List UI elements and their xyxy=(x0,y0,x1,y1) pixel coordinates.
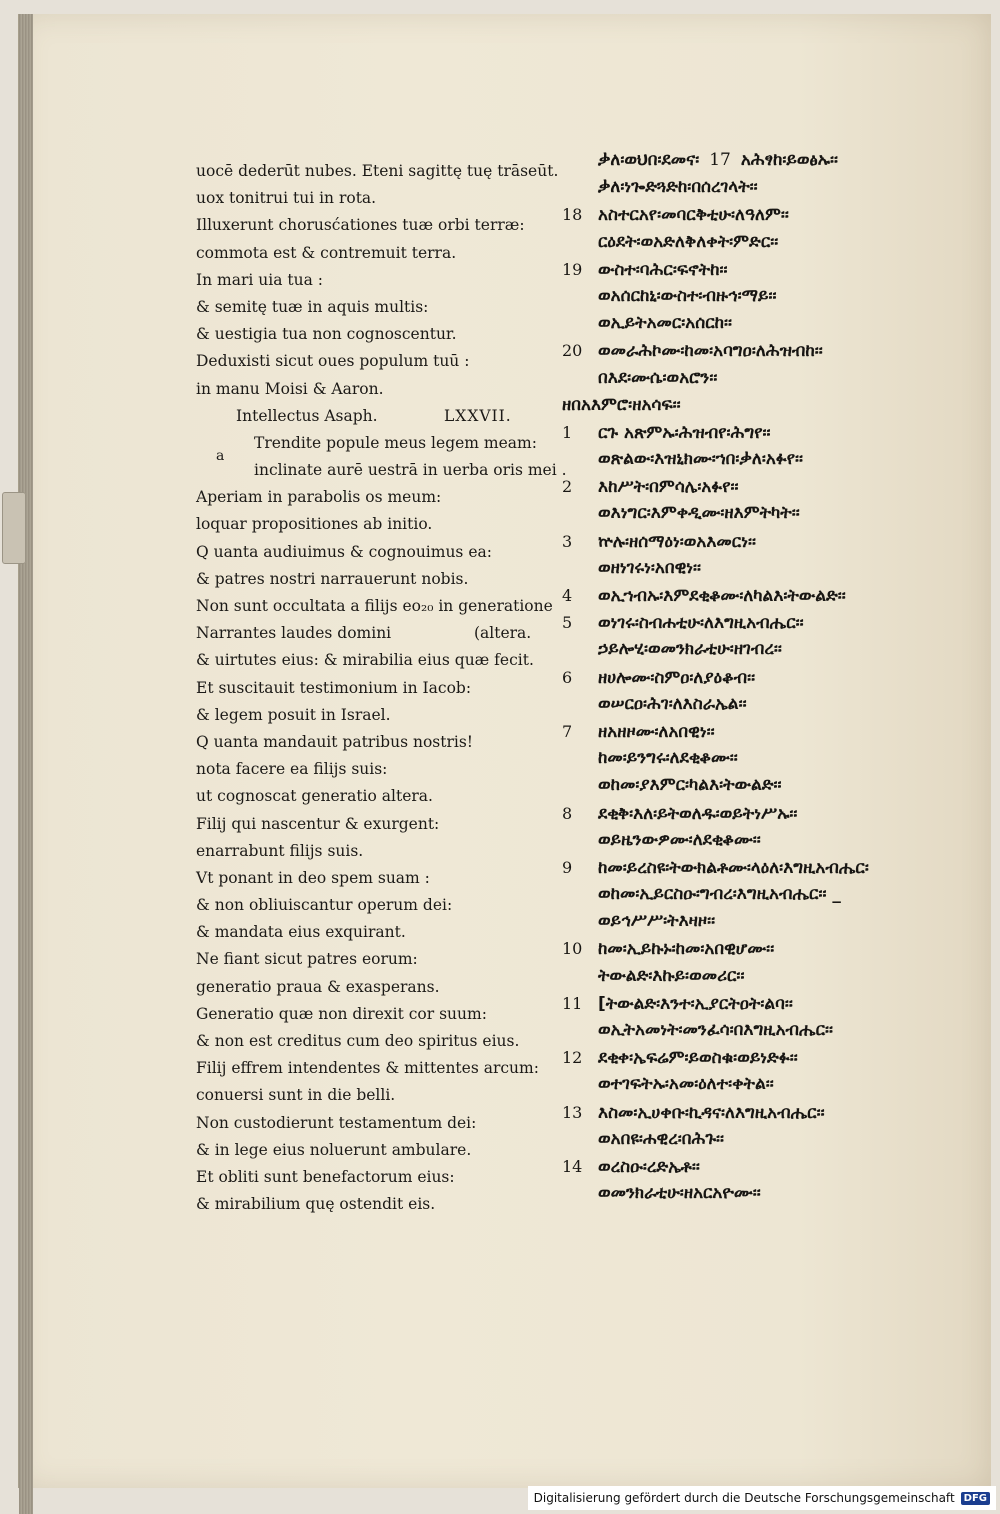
latin-line-text: Non sunt occultata a filijs eo₂₀ in generatione xyxy=(196,597,553,615)
geez-line-text: ወአሰርከኒ፡ውስተ፡ብዙኅ፡ማይ፡፡ xyxy=(598,285,777,306)
geez-line xyxy=(562,1180,992,1207)
verse-number: 17 xyxy=(709,150,731,170)
geez-line-text: ወከመ፡ኢይርስዑ፡ግብረ፡እግዚአብሔር፡፡ _ xyxy=(598,884,841,905)
verse-number: 19 xyxy=(562,259,583,279)
geez-line xyxy=(562,772,992,799)
latin-line-text: Vt ponant in deo spem suam : xyxy=(196,868,430,887)
latin-line-text: & mirabilium quę ostendit eis. xyxy=(196,1195,436,1214)
geez-line xyxy=(562,827,992,854)
geez-line xyxy=(562,528,992,555)
geez-line-text: ወይኅሥሥ፡ትእዛዞ፡፡ xyxy=(598,911,716,932)
latin-line-text: commota est & contremuit terra. xyxy=(196,243,457,262)
margin-altera: (altera. xyxy=(474,624,532,643)
latin-line-text: uocē dederūt nubes. Eteni sagittę tuę trāseūt. xyxy=(196,162,559,180)
latin-line xyxy=(196,838,546,865)
verse-number: 20 xyxy=(562,341,583,361)
geez-line xyxy=(562,1044,992,1071)
geez-line xyxy=(562,745,992,772)
latin-line xyxy=(196,974,546,1001)
geez-line-text: ወከመ፡ያእምር፡ካልእ፡ትውልድ፡፡ xyxy=(598,775,782,796)
latin-line xyxy=(196,212,546,239)
latin-line-text: Intellectus Asaph. xyxy=(236,406,378,425)
geez-line-text: ወመንክራቲሁ፡ዘአርአዮሙ፡፡ xyxy=(598,1183,761,1204)
latin-line xyxy=(196,892,546,919)
latin-line xyxy=(196,647,546,674)
latin-line xyxy=(196,267,546,294)
latin-line-text: Non custodierunt testamentum dei: xyxy=(196,1113,477,1132)
latin-line xyxy=(196,946,546,973)
verse-number: 12 xyxy=(562,1048,583,1068)
latin-line xyxy=(196,321,546,348)
geez-line xyxy=(562,691,992,718)
geez-line xyxy=(562,555,992,582)
latin-line xyxy=(196,1001,546,1028)
geez-line xyxy=(562,636,992,663)
geez-line-text: ወእነግር፡እምቀዲሙ፡ዘእምትካት፡፡ xyxy=(598,503,800,524)
geez-line xyxy=(562,664,992,691)
geez-line-text: ከመ፡ኢይኩኑ፡ከመ፡አበዊሆሙ፡፡ xyxy=(598,939,775,960)
geez-line xyxy=(562,935,992,962)
geez-line-text: ኃይሎሂ፡ወመንክራቲሁ፡ዘገብረ፡፡ xyxy=(598,639,782,660)
geez-line xyxy=(562,310,992,337)
verse-number: 18 xyxy=(562,205,583,225)
verse-number: 14 xyxy=(562,1156,583,1176)
latin-line xyxy=(196,1110,546,1137)
latin-line-text: ut cognoscat generatio altera. xyxy=(196,787,433,806)
latin-line xyxy=(196,539,546,566)
latin-line-text: Illuxerunt chorusćationes tuæ orbi terræ: xyxy=(196,216,525,235)
geez-line-text: አስተርአየ፡መባርቅቲሁ፡ለዓለም፡፡ xyxy=(598,205,789,226)
latin-line-text: loquar propositiones ab initio. xyxy=(196,515,433,534)
latin-line xyxy=(196,1082,546,1109)
geez-line-text: ዘአዘዞሙ፡ለአበዊነ፡፡ xyxy=(598,721,715,742)
latin-line xyxy=(196,729,546,756)
latin-line xyxy=(196,919,546,946)
latin-line-text: Narrantes laudes domini xyxy=(196,624,392,643)
latin-line xyxy=(196,1028,546,1055)
geez-line xyxy=(562,1099,992,1126)
geez-line-text: ትውልድ፡እኩይ፡ወመሪር፡፡ xyxy=(598,965,745,986)
geez-line-text: ዘሀሎሙ፡ስምዐ፡ለያዕቆብ፡፡ xyxy=(598,667,756,688)
geez-line-text: ውስተ፡ባሕር፡ፍኖትከ፡፡ xyxy=(598,259,728,280)
latin-line xyxy=(196,240,546,267)
geez-line-text: ዘበአእምሮ፡ዘአሳፍ፡፡ xyxy=(562,394,681,415)
latin-line-text: conuersi sunt in die belli. xyxy=(196,1086,396,1105)
geez-line xyxy=(562,1126,992,1153)
geez-line xyxy=(562,473,992,500)
geez-heading xyxy=(562,392,992,419)
geez-line xyxy=(562,229,992,256)
latin-line xyxy=(196,1164,546,1191)
geez-line xyxy=(562,147,992,174)
latin-line-text: enarrabunt filijs suis. xyxy=(196,841,364,860)
geez-line-text: ወአበዩ፡ሐዊረ፡በሕጉ፡፡ xyxy=(598,1128,725,1149)
geez-line-text: ከመ፡ይረስዩ፡ትውክልቶሙ፡ላዕለ፡እግዚአብሔር፡ xyxy=(598,857,869,878)
latin-line-text: & mandata eius exquirant. xyxy=(196,923,406,942)
latin-line xyxy=(196,376,546,403)
geez-line xyxy=(562,718,992,745)
latin-line-text: uox tonitrui tui in rota. xyxy=(196,189,377,208)
verse-number: 7 xyxy=(562,721,573,741)
latin-line xyxy=(196,675,546,702)
verse-number: 1 xyxy=(562,422,573,442)
geez-line-text: ወይዜንውዎሙ፡ለደቂቆሙ፡፡ xyxy=(598,829,761,850)
geez-line-text: ወኢኀብኡ፡እምደቂቆሙ፡ለካልእ፡ትውልድ፡፡ xyxy=(598,586,846,606)
latin-line-text: & non obliuiscantur operum dei: xyxy=(196,896,453,915)
latin-column xyxy=(196,158,567,1218)
latin-line xyxy=(196,348,546,375)
geez-line-text: ወኢትአመነት፡መንፈሳ፡በእግዚአብሔር፡፡ xyxy=(598,1020,834,1040)
latin-line xyxy=(196,783,546,810)
geez-line-text: ርዕደት፡ወአድለቅለቀት፡ምድር፡፡ xyxy=(598,231,779,252)
geez-line-text: ደቂቅ፡እለ፡ይትወለዱ፡ወይትነሥኡ፡፡ xyxy=(598,803,798,824)
latin-line xyxy=(196,811,546,838)
geez-text: አሕፃከ፡ይወፅኡ፡፡ xyxy=(740,150,839,170)
latin-line-text: Aperiam in parabolis os meum: xyxy=(196,488,442,507)
verse-number: 2 xyxy=(562,477,573,497)
geez-line xyxy=(562,881,992,908)
geez-line xyxy=(562,283,992,310)
latin-line-text: Ne fiant sicut patres eorum: xyxy=(196,950,418,969)
verse-number: 6 xyxy=(562,667,573,687)
latin-line xyxy=(196,702,546,729)
geez-line-text: ወመራሕኮሙ፡ከመ፡አባግዐ፡ለሕዝብከ፡፡ xyxy=(598,341,823,362)
latin-line-text: in manu Moisi & Aaron. xyxy=(196,379,384,398)
geez-line-text: ወሠርዐ፡ሕገ፡ለእስራኤል፡፡ xyxy=(598,693,747,714)
geez-line xyxy=(562,582,992,609)
latin-line xyxy=(196,448,567,484)
latin-line-text: Generatio quæ non direxit cor suum: xyxy=(196,1004,487,1023)
bookmark-tab xyxy=(2,492,26,564)
page-edge-stack xyxy=(19,14,33,1514)
latin-line-text: Et suscitauit testimonium in Iacob: xyxy=(196,678,472,697)
geez-line-text: ቃለ፡ነጐድጓድከ፡በሰረገላት፡፡ xyxy=(598,177,758,198)
latin-line-text: Deduxisti sicut oues populum tuū : xyxy=(196,352,470,371)
geez-line xyxy=(562,337,992,364)
latin-line xyxy=(196,484,546,511)
geez-line xyxy=(562,854,992,881)
latin-line-text: Trendite popule meus legem meam: xyxy=(254,433,537,452)
geez-line-text: ደቂቀ፡ኤፍሬም፡ይወስቁ፡ወይነድፉ፡፡ xyxy=(598,1048,798,1069)
geez-line xyxy=(562,256,992,283)
geez-line-text: ወነገሩ፡ስብሐቲሁ፡ለእግዚአብሔር፡፡ xyxy=(598,613,804,634)
geez-line xyxy=(562,174,992,201)
geez-line xyxy=(562,990,992,1017)
latin-line xyxy=(196,566,546,593)
margin-letter: a xyxy=(216,448,225,465)
geez-line-text: በእደ፡ሙሴ፡ወአሮን፡፡ xyxy=(598,367,718,388)
latin-line xyxy=(196,865,546,892)
verse-number: 5 xyxy=(562,613,573,633)
geez-line xyxy=(562,908,992,935)
psalm-number: LXXVII. xyxy=(444,406,512,425)
geez-line-text: ወተገፍትኡ፡አመ፡ዕለተ፡ቀትል፡፡ xyxy=(598,1074,774,1095)
latin-line xyxy=(196,403,546,430)
latin-line xyxy=(196,185,546,212)
footer-credit xyxy=(528,1486,996,1510)
geez-line-text: ርጉ አጽምኡ፡ሕዝብየ፡ሕግየ፡፡ xyxy=(598,422,771,443)
geez-line xyxy=(562,365,992,392)
latin-line xyxy=(196,1055,546,1082)
verse-number: 3 xyxy=(562,531,573,551)
latin-line-text: & non est creditus cum deo spiritus eius. xyxy=(196,1032,520,1050)
footer-text: Digitalisierung gefördert durch die Deutsche Forschungsgemeinschaft xyxy=(533,1491,955,1505)
latin-line-text: & in lege eius noluerunt ambulare. xyxy=(196,1140,472,1159)
geez-line xyxy=(562,500,992,527)
geez-line-text: እከሥት፡በምሳሌ፡አፉየ፡፡ xyxy=(598,477,739,498)
latin-line-text: & patres nostri narrauerunt nobis. xyxy=(196,569,469,588)
verse-number: 11 xyxy=(562,993,583,1013)
geez-line-text: ወኢይትአመር፡አሰርከ፡፡ xyxy=(598,313,733,334)
verse-number: 10 xyxy=(562,939,583,959)
geez-line xyxy=(562,963,992,990)
geez-line xyxy=(562,446,992,473)
latin-line-text: & semitę tuæ in aquis multis: xyxy=(196,297,429,316)
latin-line-text: Q uanta mandauit patribus nostris! xyxy=(196,732,474,751)
geez-line xyxy=(562,800,992,827)
latin-line-text: Et obliti sunt benefactorum eius: xyxy=(196,1167,455,1186)
geez-line xyxy=(562,1071,992,1098)
geez-line-text: ከመ፡ይንግሩ፡ለደቂቆሙ፡፡ xyxy=(598,748,738,769)
dfg-logo: DFG xyxy=(961,1492,990,1505)
geez-line xyxy=(562,609,992,636)
geez-column xyxy=(562,147,992,1207)
latin-line-text: generatio praua & exasperans. xyxy=(196,977,440,996)
geez-text: ቃለ፡ወህበ፡ደመና፡ xyxy=(598,150,700,170)
latin-line xyxy=(196,1191,546,1218)
geez-line-text xyxy=(562,147,838,174)
latin-line xyxy=(196,511,546,538)
geez-line-text: ኵሉ፡ዘሰማዕነ፡ወአእመርነ፡፡ xyxy=(598,531,756,552)
latin-line xyxy=(196,620,546,647)
geez-line-text: ወረስዑ፡ረድኤቶ፡፡ xyxy=(598,1156,700,1177)
latin-line xyxy=(196,1137,546,1164)
latin-line-text: Filij effrem intendentes & mittentes arcum: xyxy=(196,1059,539,1078)
latin-line xyxy=(196,294,546,321)
latin-line-text: Q uanta audiuimus & cognouimus ea: xyxy=(196,542,492,561)
verse-number: 4 xyxy=(562,586,573,605)
latin-line-text: nota facere ea filijs suis: xyxy=(196,760,388,779)
verse-number: 9 xyxy=(562,857,573,877)
geez-line-text: እስመ፡ኢሀቀቡ፡ኪዳና፡ለእግዚአብሔር፡፡ xyxy=(598,1102,825,1123)
latin-line-text: & uestigia tua non cognoscentur. xyxy=(196,325,457,344)
latin-line-text: inclinate aurē uestrā in uerba oris mei . xyxy=(254,461,567,480)
geez-line xyxy=(562,419,992,446)
latin-line xyxy=(196,430,546,457)
verse-number: 8 xyxy=(562,803,573,823)
geez-line xyxy=(562,201,992,228)
geez-line-text: ወዘነገሩነ፡አበዊነ፡፡ xyxy=(598,557,702,578)
latin-line xyxy=(196,756,546,783)
latin-line-text: Filij qui nascentur & exurgent: xyxy=(196,814,440,833)
geez-line-text: [ትውልድ፡እንተ፡ኢያርትዐት፡ልባ፡፡ xyxy=(598,993,793,1014)
geez-line xyxy=(562,1017,992,1044)
latin-line xyxy=(196,593,553,620)
latin-line-text: In mari uia tua : xyxy=(196,270,323,289)
latin-line xyxy=(196,158,559,185)
verse-number: 13 xyxy=(562,1102,583,1122)
latin-line-text: & uirtutes eius: & mirabilia eius quæ fecit. xyxy=(196,651,534,670)
geez-line-text: ወጽልው፡እዝኒክሙ፡ኀበ፡ቃለ፡አፉየ፡፡ xyxy=(598,449,804,470)
latin-line-text: & legem posuit in Israel. xyxy=(196,705,391,724)
geez-line xyxy=(562,1153,992,1180)
